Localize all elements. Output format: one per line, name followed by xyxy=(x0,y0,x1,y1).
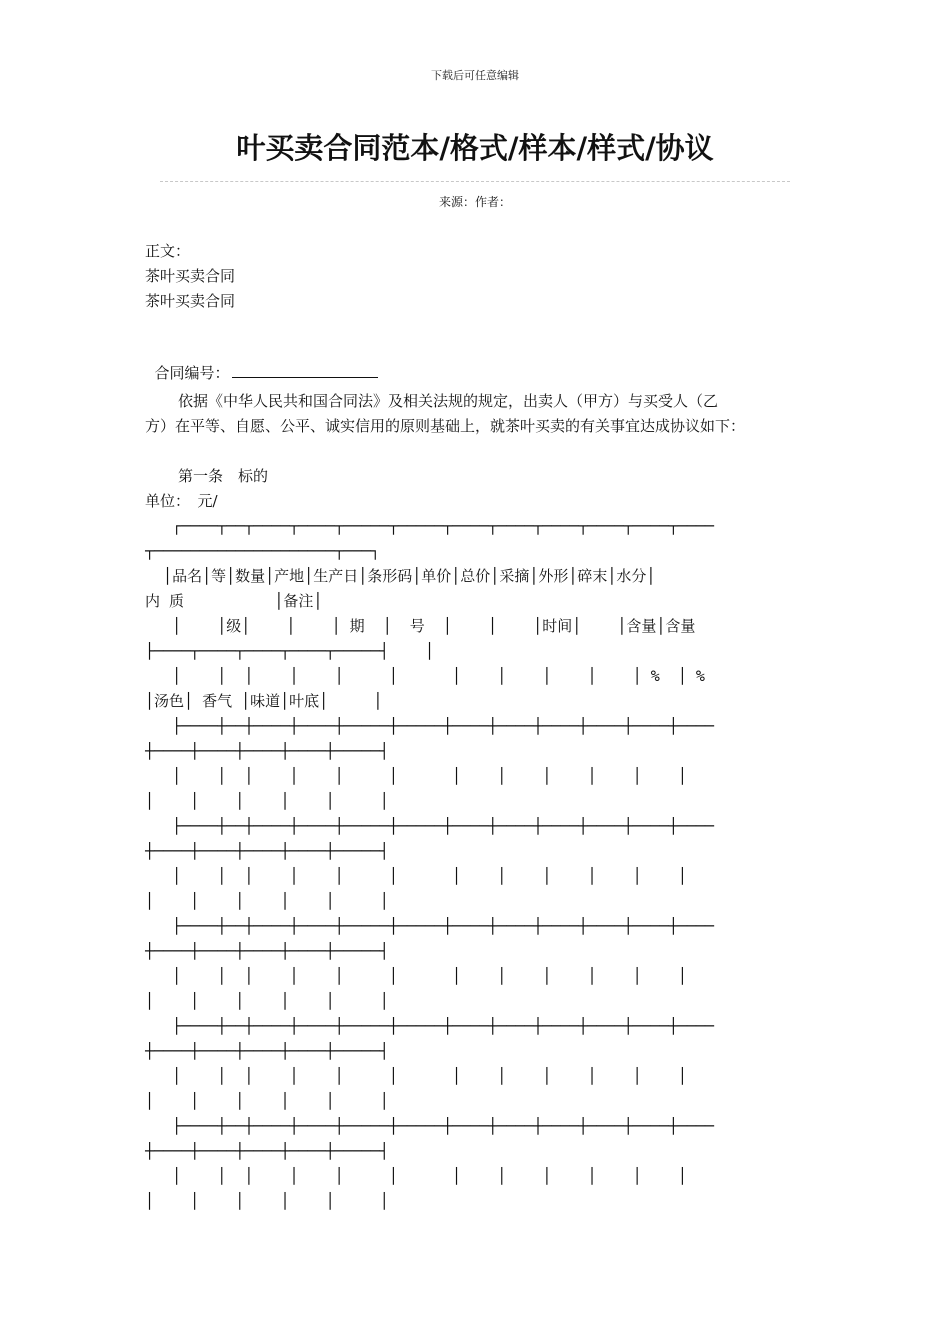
table-border-line: ┼────┼────┼────┼────┼─────┤ xyxy=(145,842,389,860)
table-border-line: ├────┼──┼────┼────┼─────┼─────┼────┼────┼────┼────┼────┼──── xyxy=(145,1117,714,1135)
table-border-line: ┬────────────────────┬───┐ xyxy=(145,542,380,560)
intro-paragraph-line: 方）在平等、自愿、公平、诚实信用的原则基础上，就茶叶买卖的有关事宜达成协议如下： xyxy=(145,417,746,435)
table-border-line: ┼────┼────┼────┼────┼─────┤ xyxy=(145,1142,389,1160)
table-header-row: │ │ │ │ │ │ │ │ │ │ │ % │ % xyxy=(145,667,705,685)
table-row: │ │ │ │ │ │ xyxy=(145,1092,389,1110)
contract-subtitle: 茶叶买卖合同 xyxy=(145,292,236,310)
table-row: │ │ │ │ │ │ │ │ │ │ │ │ xyxy=(145,1067,687,1085)
table-border-line: ┼────┼────┼────┼────┼─────┤ xyxy=(145,942,389,960)
document-title: 叶买卖合同范本/格式/样本/样式/协议 xyxy=(236,131,714,165)
goods-table xyxy=(145,0,805,1210)
table-border-line: ┼────┼────┼────┼────┼─────┤ xyxy=(145,1042,389,1060)
unit-line: 单位： 元/ xyxy=(145,492,218,510)
source-author-line: 来源：作者： xyxy=(438,195,511,209)
table-border-line: ├────┼──┼────┼────┼─────┼─────┼────┼────┼────┼────┼────┼──── xyxy=(145,817,714,835)
table-header-row: │品名│等│数量│产地│生产日│条形码│单价│总价│采摘│外形│碎末│水分│ xyxy=(145,567,656,585)
table-row: │ │ │ │ │ │ xyxy=(145,792,389,810)
table-row: │ │ │ │ │ │ │ │ │ │ │ │ xyxy=(145,767,687,785)
main-text-label: 正文： xyxy=(145,242,191,260)
table-header-row: │汤色│ 香气 │味道│叶底│ │ xyxy=(145,692,383,710)
header-note: 下载后可任意编辑 xyxy=(431,69,519,82)
table-border-line: ├────┼──┼────┼────┼─────┼─────┼────┼────┼────┼────┼────┼──── xyxy=(145,1017,714,1035)
intro-paragraph-line: 依据《中华人民共和国合同法》及相关法规的规定，出卖人（甲方）与买受人（乙 xyxy=(178,392,719,410)
table-header-row: 内 质 │备注│ xyxy=(145,592,323,610)
article-heading: 第一条 标的 xyxy=(178,467,269,485)
table-border-line: ├────┼──┼────┼────┼─────┼─────┼────┼────┼────┼────┼────┼──── xyxy=(145,917,714,935)
table-border-line: ┼────┼────┼────┼────┼─────┤ xyxy=(145,742,389,760)
table-border-line: ┌────┬──┬────┬────┬─────┬─────┬────┬────┬────┬────┬────┬──── xyxy=(145,517,714,535)
table-row: │ │ │ │ │ │ xyxy=(145,992,389,1010)
table-header-row: │ │级│ │ │ 期 │ 号 │ │ │时间│ │含量│含量 xyxy=(145,617,696,635)
table-row: │ │ │ │ │ │ xyxy=(145,892,389,910)
contract-number-label: 合同编号： xyxy=(154,364,230,382)
table-row: │ │ │ │ │ │ │ │ │ │ │ │ xyxy=(145,1167,687,1185)
table-border-line: ├────┼──┼────┼────┼─────┼─────┼────┼────┼────┼────┼────┼──── xyxy=(145,717,714,735)
table-row: │ │ │ │ │ │ │ │ │ │ │ │ xyxy=(145,867,687,885)
table-row: │ │ │ │ │ │ │ │ │ │ │ │ xyxy=(145,967,687,985)
contract-subtitle: 茶叶买卖合同 xyxy=(145,267,236,285)
table-border-line: ├────┬────┬────┬────┬─────┤ │ xyxy=(145,642,434,660)
table-row: │ │ │ │ │ │ xyxy=(145,1192,389,1210)
